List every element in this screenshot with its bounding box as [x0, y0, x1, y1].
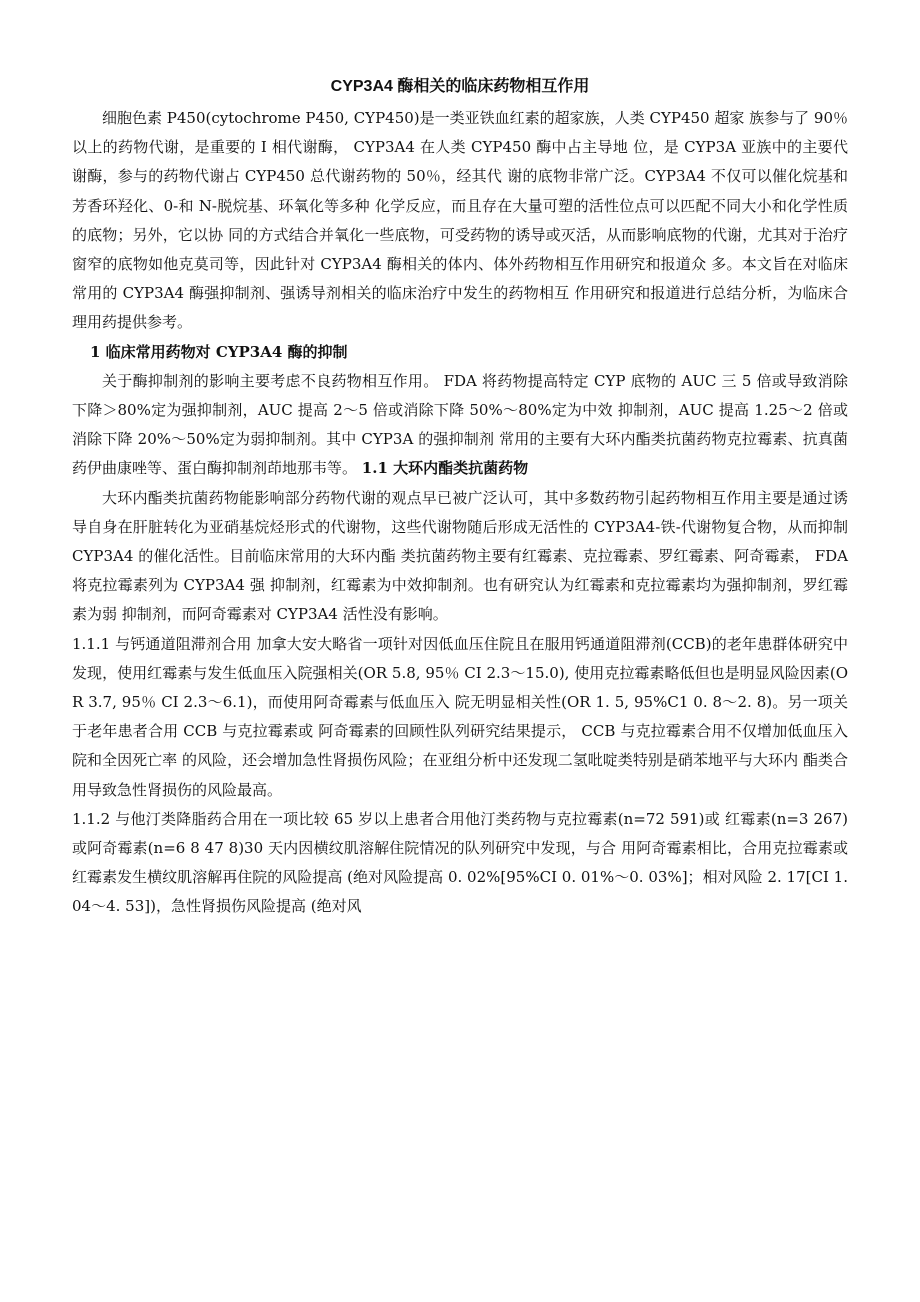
- section-1-paragraph: [72, 367, 848, 484]
- intro-paragraph: 细胞色素 P450(cytochrome P450, CYP450)是一类亚铁血红素的超家族，人类 CYP450 超家 族参与了 90％以上的药物代谢，是重要的 I 相代谢酶， CYP3A4 在人类 CYP450 酶中占主导地 位，是 CYP3A 亚族中的主要代谢酶，参与的药物代谢占 CYP450 总代谢药物的 50％，经其代 谢的底物非常广泛。CYP3A4 不仅可以催化烷基和芳香环羟化、0-和 N-脱烷基、环氧化等多种 化学反应，而且存在大量可塑的活性位点可以匹配不同大小和化学性质的底物；另外，它以协 同的方式结合并氧化一些底物，可受药物的诱导或灭活，从而影响底物的代谢，尤其对于治疗 窗窄的底物如他克莫司等，因此针对 CYP3A4 酶相关的体内、体外药物相互作用研究和报道众 多。本文旨在对临床常用的 CYP3A4 酶强抑制剂、强诱导剂相关的临床治疗中发生的药物相互 作用研究和报道进行总结分析，为临床合理用药提供参考。: [72, 109, 848, 332]
- section-1-1-1-paragraph: 1.1.1 与钙通道阻滞剂合用 加拿大安大略省一项针对因低血压住院且在服用钙通道阻滞剂(CCB)的老年患群体研究中发现，使用红霉素与发生低血压入院强相关(OR 5.8, 95％ CI 2.3〜15.0), 使用克拉霉素略低但也是明显风险因素(OR 3.7, 95％ CI 2.3〜6.1)，而使用阿奇霉素与低血压入 院无明显相关性(OR 1. 5, 95%C1 0. 8〜2. 8)。另一项关于老年患者合用 CCB 与克拉霉素或 阿奇霉素的回顾性队列研究结果提示， CCB 与克拉霉素合用不仅增加低血压入院和全因死亡率 的风险，还会增加急性肾损伤风险；在亚组分析中还发现二氢吡啶类特别是硝苯地平与大环内 酯类合用导致急性肾损伤的风险最高。: [72, 634, 848, 799]
- section-1-heading: 1 临床常用药物对 CYP3A4 酶的抑制: [90, 342, 348, 361]
- section-1-1-heading: 1.1 大环内酯类抗菌药物: [361, 459, 529, 478]
- section-1-1-2-paragraph: 1.1.2 与他汀类降脂药合用在一项比较 65 岁以上患者合用他汀类药物与克拉霉素(n=72 591)或 红霉素(n=3 267)或阿奇霉素(n=6 8 47 8)30 天内因横纹肌溶解住院情况的队列研究中发现，与合 用阿奇霉素相比，合用克拉霉素或红霉素发生横纹肌溶解再住院的风险提高 (绝对风险提高 0. 02%[95%CI 0. 01%〜0. 03%]；相对风险 2. 17[CI 1. 04〜4. 53])，急性肾损伤风险提高 (绝对风: [72, 809, 848, 916]
- section-1-text: 关于酶抑制剂的影响主要考虑不良药物相互作用。 FDA 将药物提高特定 CYP 底物的 AUC 三 5 倍或导致消除下降＞80%定为强抑制剂，AUC 提高 2〜5 倍或消除下降 50%〜80%定为中效 抑制剂，AUC 提高 1.25〜2 倍或消除下降 20%〜50%定为弱抑制剂。其中 CYP3A 的强抑制剂 常用的主要有大环内酯类抗菌药物克拉霉素、抗真菌药伊曲康唑等、蛋白酶抑制剂茚地那韦等。: [72, 371, 848, 478]
- document-title: CYP3A4 酶相关的临床药物相互作用: [330, 78, 590, 95]
- section-1-1-paragraph: 大环内酯类抗菌药物能影响部分药物代谢的观点早已被广泛认可，其中多数药物引起药物相互作用主要是通过诱导自身在肝脏转化为亚硝基烷烃形式的代谢物，这些代谢物随后形成无活性的 CYP3A4-铁-代谢物复合物，从而抑制 CYP3A4 的催化活性。目前临床常用的大环内酯 类抗菌药物主要有红霉素、克拉霉素、罗红霉素、阿奇霉素， FDA 将克拉霉素列为 CYP3A4 强 抑制剂，红霉素为中效抑制剂。也有研究认为红霉素和克拉霉素均为强抑制剂，罗红霉素为弱 抑制剂，而阿奇霉素对 CYP3A4 活性没有影响。: [72, 488, 848, 624]
